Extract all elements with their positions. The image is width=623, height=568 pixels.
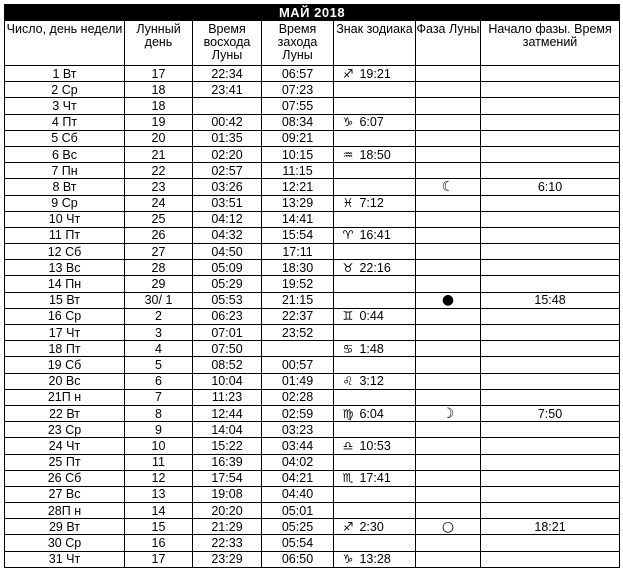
zodiac-entry-time: 3:12 <box>359 374 384 389</box>
moonrise-cell: 02:20 <box>193 146 262 162</box>
date-cell: 7 Пн <box>5 163 125 179</box>
date-cell: 9 Ср <box>5 195 125 211</box>
zodiac-cell <box>334 357 416 373</box>
zodiac-cell <box>334 260 416 276</box>
lunar-day-cell: 2 <box>125 308 193 324</box>
table-row <box>5 227 620 243</box>
phase-cell <box>416 66 481 82</box>
phase-start-time-cell <box>481 98 620 114</box>
date-cell: 12 Сб <box>5 244 125 260</box>
lunar-day-cell: 28 <box>125 260 193 276</box>
moonset-cell: 17:11 <box>262 244 334 260</box>
column-header-phase: Фаза Луны <box>416 21 481 66</box>
phase-cell <box>416 551 481 567</box>
lunar-day-cell: 10 <box>125 438 193 454</box>
phase-start-time-cell <box>481 195 620 211</box>
table-row <box>5 66 620 82</box>
moonset-cell: 05:54 <box>262 535 334 551</box>
phase-cell <box>416 82 481 98</box>
date-cell: 20 Вс <box>5 373 125 389</box>
phase-cell <box>416 405 481 421</box>
moonset-cell: 08:34 <box>262 114 334 130</box>
phase-cell <box>416 163 481 179</box>
table-row <box>5 535 620 551</box>
lunar-day-cell: 24 <box>125 195 193 211</box>
zodiac-cell <box>334 98 416 114</box>
phase-cell <box>416 195 481 211</box>
moonrise-cell: 05:53 <box>193 292 262 308</box>
phase-cell <box>416 227 481 243</box>
date-cell: 23 Ср <box>5 422 125 438</box>
date-cell: 4 Пт <box>5 114 125 130</box>
zodiac-entry-time: 13:28 <box>359 552 391 567</box>
date-cell: 3 Чт <box>5 98 125 114</box>
column-header-moonset: Время захода Луны <box>262 21 334 66</box>
column-header-date: Число, день недели <box>5 21 125 66</box>
zodiac-entry-time: 6:07 <box>359 115 384 130</box>
lunar-day-cell: 22 <box>125 163 193 179</box>
table-title: МАЙ 2018 <box>5 5 620 21</box>
lunar-day-cell: 27 <box>125 244 193 260</box>
lunar-day-cell: 3 <box>125 325 193 341</box>
table-row <box>5 470 620 486</box>
table-row <box>5 405 620 421</box>
phase-start-time-cell <box>481 211 620 227</box>
lunar-day-cell: 30/ 1 <box>125 292 193 308</box>
moonset-cell: 19:52 <box>262 276 334 292</box>
phase-cell <box>416 519 481 535</box>
moon-phase-icon: ● <box>441 292 455 309</box>
table-row <box>5 519 620 535</box>
date-cell: 30 Ср <box>5 535 125 551</box>
moonrise-cell: 17:54 <box>193 470 262 486</box>
phase-cell <box>416 503 481 519</box>
moonset-cell: 07:55 <box>262 98 334 114</box>
moon-phase-icon: ○ <box>441 518 455 535</box>
phase-cell <box>416 535 481 551</box>
moonrise-cell: 05:29 <box>193 276 262 292</box>
date-cell: 10 Чт <box>5 211 125 227</box>
moonrise-cell: 05:09 <box>193 260 262 276</box>
phase-cell <box>416 454 481 470</box>
date-cell: 15 Вт <box>5 292 125 308</box>
table-row <box>5 146 620 162</box>
phase-start-time-cell <box>481 163 620 179</box>
moonrise-cell: 11:23 <box>193 389 262 405</box>
moonset-cell: 02:59 <box>262 405 334 421</box>
zodiac-cell <box>334 146 416 162</box>
phase-cell <box>416 114 481 130</box>
table-row <box>5 179 620 195</box>
phase-start-time-cell <box>481 146 620 162</box>
phase-start-time-cell: 7:50 <box>481 405 620 421</box>
moonset-cell: 21:15 <box>262 292 334 308</box>
zodiac-entry-time: 16:41 <box>359 228 391 243</box>
moonset-cell: 22:37 <box>262 308 334 324</box>
zodiac-sign-icon: ♐ <box>342 519 354 534</box>
table-row <box>5 244 620 260</box>
zodiac-cell <box>334 211 416 227</box>
phase-start-time-cell: 15:48 <box>481 292 620 308</box>
zodiac-entry-time: 7:12 <box>359 196 384 211</box>
lunar-day-cell: 14 <box>125 503 193 519</box>
moonrise-cell: 01:35 <box>193 130 262 146</box>
zodiac-sign-icon: ♎ <box>342 438 354 453</box>
zodiac-cell <box>334 82 416 98</box>
zodiac-entry-time: 0:44 <box>359 309 384 324</box>
moonset-cell: 23:52 <box>262 325 334 341</box>
table-row <box>5 503 620 519</box>
date-cell: 28П н <box>5 503 125 519</box>
column-header-phase-start: Начало фазы. Время затмений <box>481 21 620 66</box>
date-cell: 21П н <box>5 389 125 405</box>
moonset-cell: 18:30 <box>262 260 334 276</box>
phase-start-time-cell <box>481 276 620 292</box>
table-row <box>5 438 620 454</box>
zodiac-cell <box>334 535 416 551</box>
zodiac-sign-icon: ♐ <box>342 66 354 81</box>
moonrise-cell: 07:50 <box>193 341 262 357</box>
date-cell: 18 Пт <box>5 341 125 357</box>
phase-start-time-cell: 18:21 <box>481 519 620 535</box>
zodiac-sign-icon: ♑ <box>342 552 354 567</box>
moonset-cell: 15:54 <box>262 227 334 243</box>
moonrise-cell: 20:20 <box>193 503 262 519</box>
zodiac-sign-icon: ♉ <box>342 260 354 275</box>
table-row <box>5 357 620 373</box>
date-cell: 5 Сб <box>5 130 125 146</box>
moonset-cell: 11:15 <box>262 163 334 179</box>
moonrise-cell: 14:04 <box>193 422 262 438</box>
phase-cell <box>416 486 481 502</box>
date-cell: 17 Чт <box>5 325 125 341</box>
moonset-cell: 07:23 <box>262 82 334 98</box>
moonrise-cell: 23:29 <box>193 551 262 567</box>
phase-cell <box>416 260 481 276</box>
phase-start-time-cell <box>481 244 620 260</box>
zodiac-cell <box>334 486 416 502</box>
moonrise-cell: 22:33 <box>193 535 262 551</box>
moon-calendar-table <box>4 4 620 568</box>
phase-start-time-cell <box>481 82 620 98</box>
phase-start-time-cell <box>481 373 620 389</box>
phase-start-time-cell <box>481 503 620 519</box>
zodiac-cell <box>334 373 416 389</box>
phase-start-time-cell <box>481 551 620 567</box>
table-row <box>5 325 620 341</box>
date-cell: 22 Вт <box>5 405 125 421</box>
table-row <box>5 130 620 146</box>
moonset-cell: 03:44 <box>262 438 334 454</box>
phase-start-time-cell <box>481 470 620 486</box>
lunar-day-cell: 9 <box>125 422 193 438</box>
zodiac-entry-time: 1:48 <box>359 341 384 356</box>
phase-cell <box>416 373 481 389</box>
lunar-day-cell: 29 <box>125 276 193 292</box>
date-cell: 29 Вт <box>5 519 125 535</box>
zodiac-cell <box>334 405 416 421</box>
moonset-cell: 01:49 <box>262 373 334 389</box>
moonset-cell: 03:23 <box>262 422 334 438</box>
moonrise-cell: 15:22 <box>193 438 262 454</box>
moonrise-cell: 21:29 <box>193 519 262 535</box>
table-row <box>5 163 620 179</box>
moon-phase-icon: ☾ <box>441 178 455 195</box>
phase-start-time-cell <box>481 535 620 551</box>
phase-cell <box>416 308 481 324</box>
lunar-day-cell: 23 <box>125 179 193 195</box>
lunar-day-cell: 17 <box>125 66 193 82</box>
moonrise-cell: 04:50 <box>193 244 262 260</box>
date-cell: 19 Сб <box>5 357 125 373</box>
zodiac-cell <box>334 470 416 486</box>
phase-cell <box>416 98 481 114</box>
moonset-cell: 06:50 <box>262 551 334 567</box>
moonset-cell: 13:29 <box>262 195 334 211</box>
moonset-cell: 04:02 <box>262 454 334 470</box>
phase-cell <box>416 422 481 438</box>
lunar-day-cell: 26 <box>125 227 193 243</box>
lunar-day-cell: 6 <box>125 373 193 389</box>
moonrise-cell: 04:32 <box>193 227 262 243</box>
zodiac-cell <box>334 308 416 324</box>
moonrise-cell: 06:23 <box>193 308 262 324</box>
moonrise-cell: 03:51 <box>193 195 262 211</box>
zodiac-entry-time: 18:50 <box>359 147 391 162</box>
phase-start-time-cell <box>481 260 620 276</box>
lunar-day-cell: 11 <box>125 454 193 470</box>
moonset-cell: 12:21 <box>262 179 334 195</box>
moonset-cell: 05:01 <box>262 503 334 519</box>
phase-start-time-cell <box>481 325 620 341</box>
moonrise-cell: 07:01 <box>193 325 262 341</box>
phase-cell <box>416 470 481 486</box>
moonrise-cell: 00:42 <box>193 114 262 130</box>
table-row <box>5 276 620 292</box>
moonrise-cell: 22:34 <box>193 66 262 82</box>
moonrise-cell <box>193 98 262 114</box>
phase-start-time-cell <box>481 486 620 502</box>
moonrise-cell: 04:12 <box>193 211 262 227</box>
phase-start-time-cell <box>481 308 620 324</box>
zodiac-cell <box>334 292 416 308</box>
zodiac-cell <box>334 551 416 567</box>
phase-start-time-cell <box>481 438 620 454</box>
zodiac-sign-icon: ♑ <box>342 115 354 130</box>
date-cell: 6 Вс <box>5 146 125 162</box>
lunar-day-cell: 20 <box>125 130 193 146</box>
moonrise-cell: 23:41 <box>193 82 262 98</box>
table-row <box>5 454 620 470</box>
zodiac-cell <box>334 325 416 341</box>
zodiac-sign-icon: ♏ <box>342 471 354 486</box>
date-cell: 26 Сб <box>5 470 125 486</box>
lunar-day-cell: 19 <box>125 114 193 130</box>
moonset-cell: 02:28 <box>262 389 334 405</box>
phase-start-time-cell <box>481 114 620 130</box>
zodiac-cell <box>334 389 416 405</box>
zodiac-cell <box>334 454 416 470</box>
column-header-moonrise: Время восхода Луны <box>193 21 262 66</box>
zodiac-cell <box>334 244 416 260</box>
zodiac-cell <box>334 438 416 454</box>
phase-cell <box>416 211 481 227</box>
table-row <box>5 341 620 357</box>
date-cell: 14 Пн <box>5 276 125 292</box>
moon-calendar <box>4 4 619 568</box>
phase-start-time-cell <box>481 389 620 405</box>
zodiac-entry-time: 19:21 <box>359 66 391 81</box>
phase-cell <box>416 146 481 162</box>
moonset-cell: 00:57 <box>262 357 334 373</box>
zodiac-sign-icon: ♍ <box>342 406 354 421</box>
phase-cell <box>416 325 481 341</box>
table-row <box>5 114 620 130</box>
zodiac-entry-time: 2:30 <box>359 519 384 534</box>
phase-start-time-cell <box>481 227 620 243</box>
phase-start-time-cell <box>481 357 620 373</box>
lunar-day-cell: 15 <box>125 519 193 535</box>
column-header-lunar-day: Лунный день <box>125 21 193 66</box>
zodiac-sign-icon: ♓ <box>342 196 354 211</box>
phase-cell <box>416 438 481 454</box>
zodiac-cell <box>334 163 416 179</box>
lunar-day-cell: 18 <box>125 98 193 114</box>
date-cell: 25 Пт <box>5 454 125 470</box>
lunar-day-cell: 17 <box>125 551 193 567</box>
lunar-day-cell: 13 <box>125 486 193 502</box>
column-header-zodiac: Знак зодиака <box>334 21 416 66</box>
table-row <box>5 260 620 276</box>
phase-start-time-cell <box>481 422 620 438</box>
moonset-cell: 06:57 <box>262 66 334 82</box>
lunar-day-cell: 5 <box>125 357 193 373</box>
zodiac-entry-time: 22:16 <box>359 260 391 275</box>
date-cell: 13 Вс <box>5 260 125 276</box>
zodiac-cell <box>334 519 416 535</box>
zodiac-cell <box>334 114 416 130</box>
zodiac-sign-icon: ♌ <box>342 374 354 389</box>
moonrise-cell: 02:57 <box>193 163 262 179</box>
lunar-day-cell: 16 <box>125 535 193 551</box>
moonset-cell: 05:25 <box>262 519 334 535</box>
date-cell: 8 Вт <box>5 179 125 195</box>
moonrise-cell: 12:44 <box>193 405 262 421</box>
zodiac-cell <box>334 195 416 211</box>
phase-start-time-cell <box>481 341 620 357</box>
lunar-day-cell: 25 <box>125 211 193 227</box>
table-row <box>5 389 620 405</box>
date-cell: 1 Вт <box>5 66 125 82</box>
zodiac-entry-time: 10:53 <box>359 438 391 453</box>
moonrise-cell: 19:08 <box>193 486 262 502</box>
zodiac-cell <box>334 341 416 357</box>
zodiac-sign-icon: ♈ <box>342 228 354 243</box>
moonrise-cell: 10:04 <box>193 373 262 389</box>
zodiac-sign-icon: ♊ <box>342 309 354 324</box>
lunar-day-cell: 12 <box>125 470 193 486</box>
table-row <box>5 195 620 211</box>
moonset-cell: 14:41 <box>262 211 334 227</box>
phase-cell <box>416 130 481 146</box>
moonset-cell: 09:21 <box>262 130 334 146</box>
zodiac-sign-icon: ♒ <box>342 147 354 162</box>
phase-cell <box>416 244 481 260</box>
table-row <box>5 308 620 324</box>
table-row <box>5 373 620 389</box>
lunar-day-cell: 8 <box>125 405 193 421</box>
lunar-day-cell: 7 <box>125 389 193 405</box>
date-cell: 11 Пт <box>5 227 125 243</box>
moonset-cell: 04:21 <box>262 470 334 486</box>
zodiac-entry-time: 17:41 <box>359 471 391 486</box>
phase-cell <box>416 179 481 195</box>
zodiac-cell <box>334 227 416 243</box>
date-cell: 16 Ср <box>5 308 125 324</box>
zodiac-cell <box>334 276 416 292</box>
phase-cell <box>416 292 481 308</box>
table-body <box>5 66 620 568</box>
lunar-day-cell: 21 <box>125 146 193 162</box>
moon-phase-icon: ☽ <box>441 405 455 422</box>
table-row <box>5 292 620 308</box>
date-cell: 27 Вс <box>5 486 125 502</box>
zodiac-cell <box>334 66 416 82</box>
moonset-cell: 10:15 <box>262 146 334 162</box>
zodiac-cell <box>334 179 416 195</box>
phase-cell <box>416 357 481 373</box>
date-cell: 2 Ср <box>5 82 125 98</box>
table-row <box>5 82 620 98</box>
moonset-cell <box>262 341 334 357</box>
zodiac-cell <box>334 422 416 438</box>
moonrise-cell: 08:52 <box>193 357 262 373</box>
lunar-day-cell: 4 <box>125 341 193 357</box>
phase-start-time-cell <box>481 66 620 82</box>
table-row <box>5 551 620 567</box>
lunar-day-cell: 18 <box>125 82 193 98</box>
date-cell: 24 Чт <box>5 438 125 454</box>
zodiac-entry-time: 6:04 <box>359 406 384 421</box>
date-cell: 31 Чт <box>5 551 125 567</box>
phase-start-time-cell <box>481 454 620 470</box>
phase-cell <box>416 389 481 405</box>
table-row <box>5 211 620 227</box>
moonset-cell: 04:40 <box>262 486 334 502</box>
zodiac-cell <box>334 130 416 146</box>
table-row <box>5 422 620 438</box>
zodiac-cell <box>334 503 416 519</box>
phase-cell <box>416 341 481 357</box>
moonrise-cell: 16:39 <box>193 454 262 470</box>
table-row <box>5 486 620 502</box>
phase-cell <box>416 276 481 292</box>
phase-start-time-cell: 6:10 <box>481 179 620 195</box>
moonrise-cell: 03:26 <box>193 179 262 195</box>
table-row <box>5 98 620 114</box>
phase-start-time-cell <box>481 130 620 146</box>
zodiac-sign-icon: ♋ <box>342 341 354 356</box>
